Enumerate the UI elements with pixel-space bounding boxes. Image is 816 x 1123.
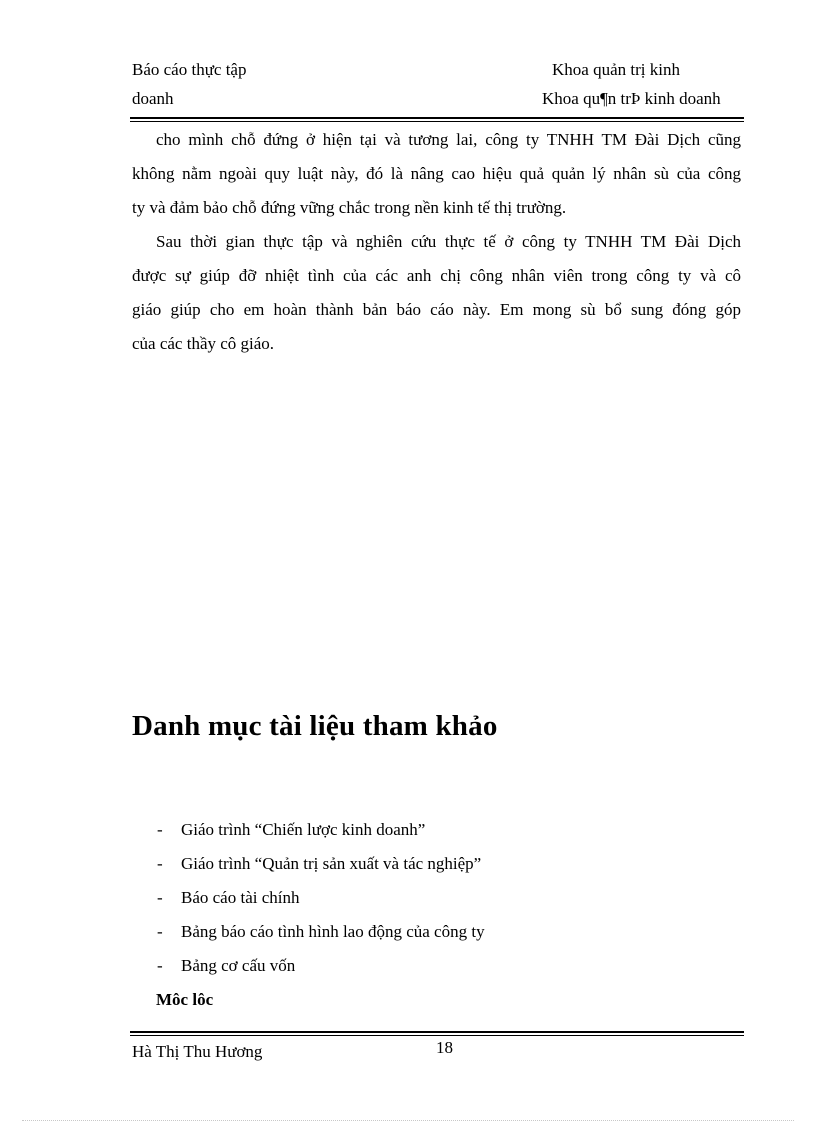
paragraph-line: được sự giúp đỡ nhiệt tình của các anh chị công nhân viên trong công ty và cô bbox=[132, 266, 741, 285]
footer-divider bbox=[130, 1031, 744, 1036]
header-left-title: Báo cáo thực tập bbox=[132, 60, 247, 79]
table-of-contents-label: Môc lôc bbox=[156, 990, 214, 1009]
header-right-subtitle: Khoa qu¶n trÞ kinh doanh bbox=[542, 89, 721, 108]
bullet-dash: - bbox=[157, 922, 163, 941]
list-item bbox=[157, 922, 485, 942]
bullet-dash: - bbox=[157, 956, 163, 975]
header-divider bbox=[130, 117, 744, 122]
paragraph-line: cho mình chỗ đứng ở hiện tại và tương lai, công ty TNHH TM Đài Dịch cũng bbox=[156, 130, 741, 149]
paragraph-line: giáo giúp cho em hoàn thành bản báo cáo này. Em mong sù bổ sung đóng góp bbox=[132, 300, 741, 319]
list-item bbox=[157, 820, 425, 840]
bullet-dash: - bbox=[157, 888, 163, 907]
paragraph-line: ty và đảm bảo chỗ đứng vững chắc trong nền kinh tế thị trường. bbox=[132, 198, 567, 217]
list-item bbox=[157, 956, 295, 976]
list-item-text: Giáo trình “Chiến lược kinh doanh” bbox=[181, 820, 426, 839]
page-number: 18 bbox=[436, 1038, 453, 1057]
list-item-text: Giáo trình “Quản trị sản xuất và tác nghiệp” bbox=[181, 854, 482, 873]
paragraph-line: của các thầy cô giáo. bbox=[132, 334, 275, 353]
header-left-subtitle: doanh bbox=[132, 89, 174, 108]
page-edge-divider bbox=[22, 1120, 794, 1121]
bullet-dash: - bbox=[157, 854, 163, 873]
paragraph-line: Sau thời gian thực tập và nghiên cứu thực tế ở công ty TNHH TM Đài Dịch bbox=[156, 232, 741, 251]
paragraph-line: không nằm ngoài quy luật này, đó là nâng cao hiệu quả quản lý nhân sù của công bbox=[132, 164, 741, 183]
footer-author: Hà Thị Thu Hương bbox=[132, 1042, 263, 1061]
list-item-text: Báo cáo tài chính bbox=[181, 888, 300, 907]
bullet-dash: - bbox=[157, 820, 163, 839]
header-right-title: Khoa quản trị kinh bbox=[552, 60, 680, 79]
references-heading: Danh mục tài liệu tham khảo bbox=[132, 710, 498, 742]
list-item bbox=[157, 854, 481, 874]
list-item-text: Bảng cơ cấu vốn bbox=[181, 956, 296, 975]
list-item bbox=[157, 888, 300, 908]
list-item-text: Bảng báo cáo tình hình lao động của công ty bbox=[181, 922, 485, 941]
